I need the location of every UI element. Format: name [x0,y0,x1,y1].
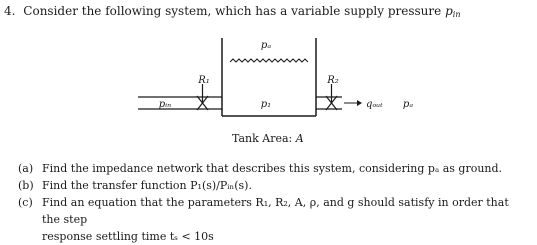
label-top-pressure: pₐ [260,40,272,51]
outflow-arrow-icon [344,100,362,106]
supply-pressure-symbol: $p_{in}$ [445,4,461,19]
question-intro: Consider the following system, which has a variable supply pressure [23,4,442,18]
part-a: (a) Find the impedance network that describes this system, considering pₐ as ground. [18,162,503,175]
label-r1: R₁ [198,75,210,86]
part-b: (b) Find the transfer function P₁(s)/Pᵢₙ(s). [18,179,252,192]
part-c-continuation: response settling time tₛ < 10s [42,230,214,243]
figure-caption: Tank Area: A [232,132,304,145]
label-q-out: qₒᵤₜ [366,99,383,110]
question-number: 4. [4,4,16,18]
label-r2: R₂ [327,75,339,86]
label-p-in: pᵢₙ [158,99,172,110]
label-p-a-right: pₐ [402,99,414,110]
question-parts [18,160,530,245]
label-p1: p₁ [260,99,272,110]
water-surface [230,59,308,62]
part-c: (c) Find an equation that the parameters R₁, R₂, A, ρ, and g should satisfy in order that the step [18,196,509,226]
